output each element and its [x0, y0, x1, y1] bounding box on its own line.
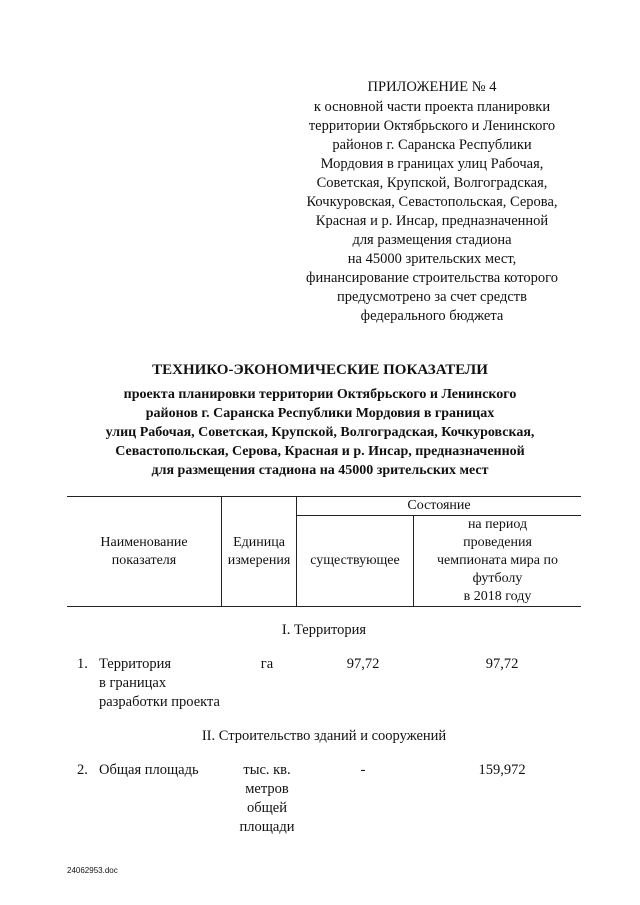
row-number: 2.	[77, 762, 88, 778]
row-name-line: Территория	[99, 656, 172, 672]
header-name-cell	[67, 497, 222, 607]
row-existing-value: 97,72	[346, 656, 380, 672]
appendix-line: Мордовия в границах улиц Рабочая,	[320, 156, 544, 172]
header-state-cell: Состояние	[297, 497, 582, 516]
row-period-value: 159,972	[478, 762, 526, 778]
subtitle-line: для размещения стадиона на 45000 зрительских мест	[151, 463, 489, 478]
row-number: 1.	[77, 656, 88, 672]
header-unit-cell	[222, 497, 297, 607]
appendix-line: предусмотрено за счет средств	[337, 289, 527, 305]
subtitle-line: Севастопольская, Серова, Красная и р. Инсар, предназначенной	[115, 444, 525, 459]
row-name: Общая площадь	[99, 762, 199, 778]
header-period-line: на период	[467, 517, 528, 532]
header-period-line: чемпионата мира по	[436, 553, 558, 568]
appendix-line: к основной части проекта планировки	[313, 99, 551, 115]
subtitle-line: районов г. Саранска Республики Мордовия в границах	[145, 406, 495, 421]
header-period-line: в 2018 году	[463, 589, 532, 604]
row-name	[99, 655, 249, 712]
section-title: II. Строительство зданий и сооружений	[201, 728, 447, 744]
appendix-number: ПРИЛОЖЕНИЕ № 4	[367, 79, 497, 95]
document-title: ТЕХНИКО-ЭКОНОМИЧЕСКИЕ ПОКАЗАТЕЛИ	[152, 362, 488, 378]
header-existing-cell: существующее	[297, 516, 414, 607]
row-unit	[232, 761, 302, 837]
row-unit-line: тыс. кв.	[243, 762, 291, 778]
section-title: I. Территория	[281, 622, 367, 638]
appendix-line: на 45000 зрительских мест,	[347, 251, 517, 267]
row-period-value: 97,72	[485, 656, 519, 672]
appendix-line: Советская, Крупской, Волгоградская,	[316, 175, 548, 191]
file-name-footer: 24062953.doc	[67, 866, 118, 875]
appendix-line: финансирование строительства которого	[306, 270, 558, 286]
row-unit-line: метров	[245, 781, 289, 797]
header-name-line: Наименование	[100, 534, 188, 550]
row-existing-value: -	[360, 762, 366, 778]
appendix-line: территории Октябрьского и Ленинского	[308, 118, 556, 134]
appendix-line: федерального бюджета	[360, 308, 504, 324]
document-subtitle	[60, 385, 580, 480]
indicators-table-header	[67, 496, 581, 607]
subtitle-line: улиц Рабочая, Советская, Крупской, Волгоградская, Кочкуровская,	[105, 425, 535, 440]
header-period-cell	[414, 516, 582, 607]
appendix-block	[282, 78, 582, 326]
appendix-line: Красная и р. Инсар, предназначенной	[315, 213, 549, 229]
header-unit-line: Единица	[233, 534, 285, 550]
row-unit-line: площади	[239, 819, 295, 835]
appendix-line: районов г. Саранска Республики	[332, 137, 532, 153]
row-name-line: в границах	[99, 675, 167, 691]
header-period-line: проведения	[463, 535, 532, 550]
header-unit-line: измерения	[227, 552, 291, 568]
header-name-line: показателя	[111, 552, 177, 568]
subtitle-line: проекта планировки территории Октябрьского и Ленинского	[123, 387, 517, 402]
appendix-line: Кочкуровская, Севастопольская, Серова,	[306, 194, 558, 210]
header-period-line: футболу	[472, 571, 523, 586]
appendix-line: для размещения стадиона	[352, 232, 512, 248]
row-name-line: разработки проекта	[99, 694, 220, 710]
row-unit: га	[260, 656, 274, 672]
row-unit-line: общей	[247, 800, 287, 816]
